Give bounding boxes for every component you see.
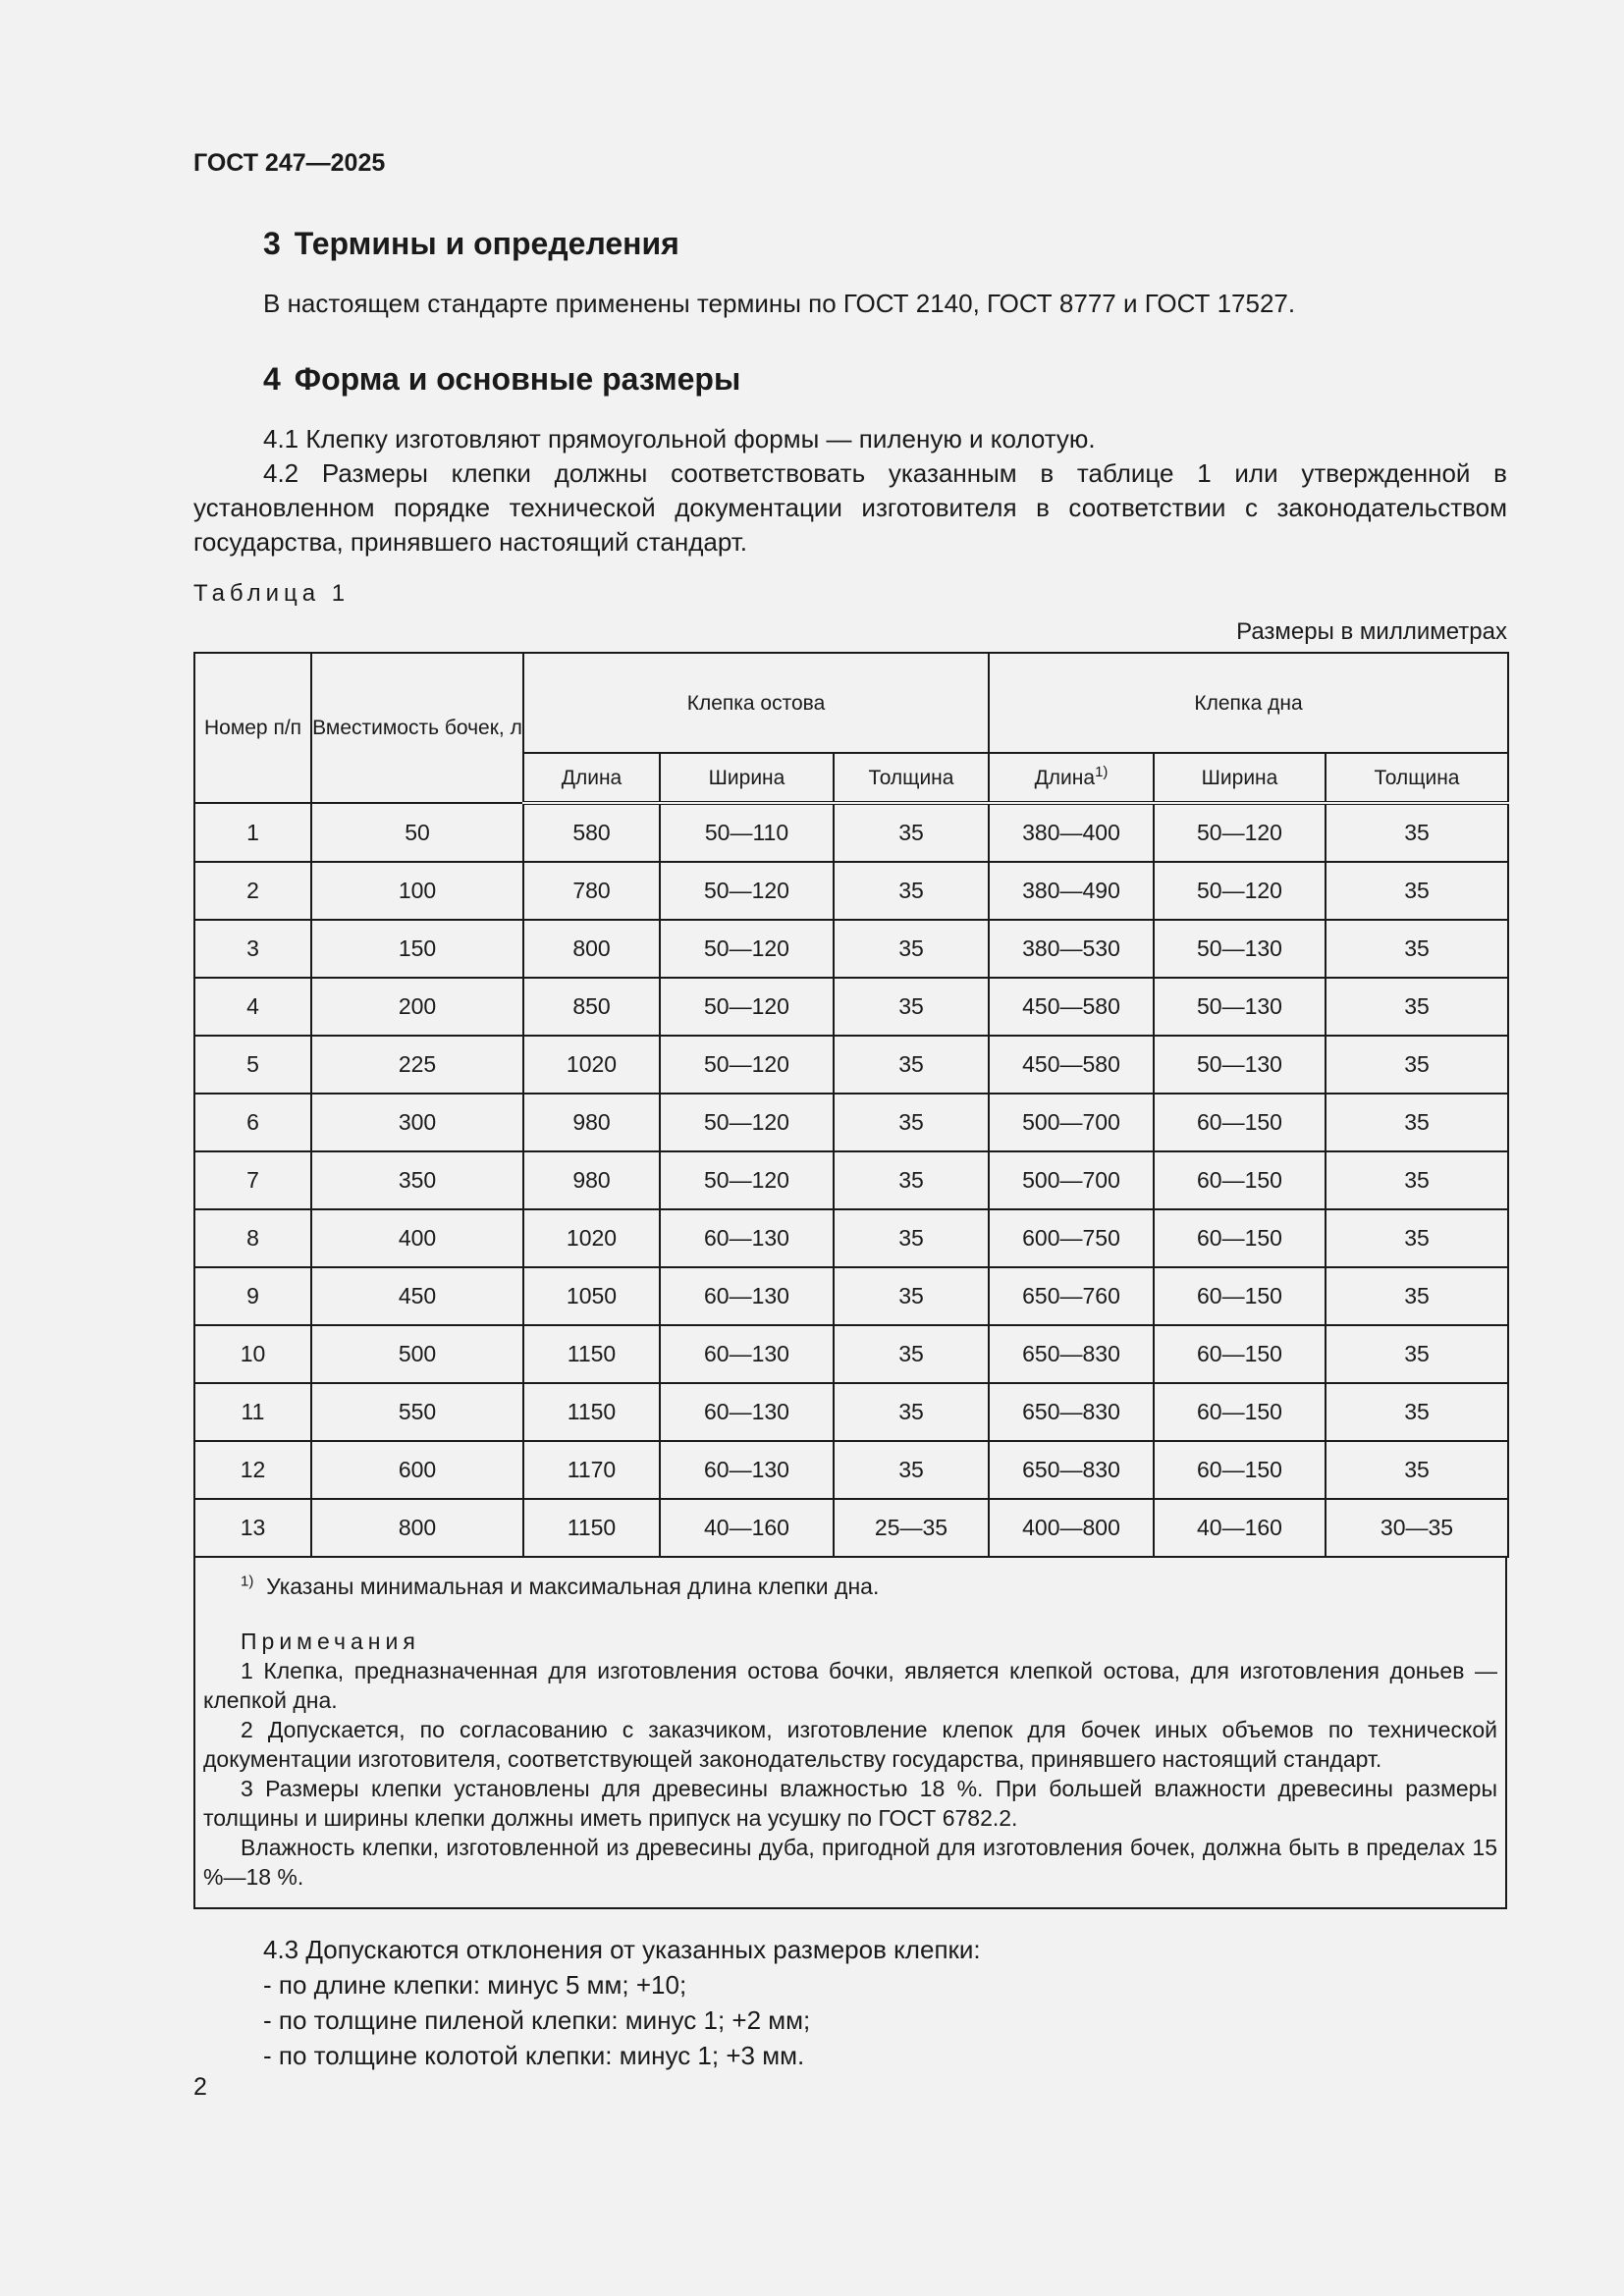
table-cell: 1 [194, 803, 311, 862]
notes-title: Примечания [241, 1629, 420, 1654]
table-cell: 50—130 [1154, 920, 1326, 978]
section-4-heading [263, 361, 740, 398]
footnote-mark: 1) [241, 1573, 254, 1590]
footnote-text: Указаны минимальная и максимальная длина клепки дна. [266, 1574, 880, 1599]
table-cell: 50—130 [1154, 978, 1326, 1036]
table-cell: 35 [834, 803, 989, 862]
table-cell: 50—130 [1154, 1036, 1326, 1094]
header-capacity: Вместимость бочек, л [311, 653, 523, 803]
table-cell: 35 [834, 1036, 989, 1094]
table-cell: 600—750 [989, 1209, 1154, 1267]
header-stave-thickness: Толщина [834, 753, 989, 803]
section-3-number: 3 [263, 226, 281, 261]
table-cell: 60—150 [1154, 1383, 1326, 1441]
table-cell: 8 [194, 1209, 311, 1267]
table-cell: 980 [523, 1151, 660, 1209]
table-cell: 150 [311, 920, 523, 978]
header-stave-width: Ширина [660, 753, 834, 803]
table-cell: 450—580 [989, 978, 1154, 1036]
table-cell: 6 [194, 1094, 311, 1151]
table-cell: 400 [311, 1209, 523, 1267]
dimensions-table-container [193, 652, 1507, 1909]
note-2: 2 Допускается, по согласованию с заказчиком, изготовление клепок для бочек иных объемов по технической документации изготовителя, соответствующей законодательству государства, принявшего настоящий стандарт. [203, 1717, 1497, 1772]
table-cell: 10 [194, 1325, 311, 1383]
table-cell: 40—160 [660, 1499, 834, 1557]
header-stave-length: Длина [523, 753, 660, 803]
table-cell: 650—830 [989, 1383, 1154, 1441]
table-row [194, 1036, 1508, 1094]
table-row [194, 862, 1508, 920]
section-3-title: Термины и определения [294, 226, 679, 261]
header-bottom-length [989, 753, 1154, 803]
document-code: ГОСТ 247—2025 [193, 149, 386, 177]
table-cell: 35 [834, 1325, 989, 1383]
header-bottom-group: Клепка дна [989, 653, 1508, 753]
table-cell: 11 [194, 1383, 311, 1441]
deviation-item: - по длине клепки: минус 5 мм; +10; [263, 1970, 687, 2000]
table-cell: 1020 [523, 1209, 660, 1267]
table-cell: 50—120 [660, 1036, 834, 1094]
header-bottom-length-text: Длина [1034, 766, 1096, 789]
table-cell: 225 [311, 1036, 523, 1094]
table-cell: 1150 [523, 1499, 660, 1557]
table-cell: 60—150 [1154, 1441, 1326, 1499]
table-row [194, 1325, 1508, 1383]
table-cell: 35 [834, 1267, 989, 1325]
table-cell: 60—150 [1154, 1209, 1326, 1267]
table-cell: 500—700 [989, 1094, 1154, 1151]
deviation-item: - по толщине колотой клепки: минус 1; +3 мм. [263, 2041, 805, 2070]
table-cell: 60—130 [660, 1441, 834, 1499]
table-cell: 60—150 [1154, 1094, 1326, 1151]
page-number: 2 [193, 2073, 207, 2101]
table-cell: 550 [311, 1383, 523, 1441]
table-cell: 500—700 [989, 1151, 1154, 1209]
table-cell: 35 [834, 1151, 989, 1209]
table-cell: 60—150 [1154, 1151, 1326, 1209]
header-stave-group: Клепка остова [523, 653, 989, 753]
table-cell: 3 [194, 920, 311, 978]
footnote-mark: 1) [1095, 763, 1109, 780]
table-cell: 450—580 [989, 1036, 1154, 1094]
table-cell: 50—120 [1154, 862, 1326, 920]
table-cell: 35 [1326, 1441, 1508, 1499]
table-cell: 1170 [523, 1441, 660, 1499]
table-cell: 2 [194, 862, 311, 920]
table-cell: 5 [194, 1036, 311, 1094]
table-cell: 7 [194, 1151, 311, 1209]
table-cell: 400—800 [989, 1499, 1154, 1557]
table-cell: 60—150 [1154, 1267, 1326, 1325]
table-cell: 1150 [523, 1325, 660, 1383]
section-4-title: Форма и основные размеры [294, 361, 741, 397]
table-cell: 600 [311, 1441, 523, 1499]
dimensions-table [193, 652, 1509, 1558]
table-row [194, 978, 1508, 1036]
table-cell: 580 [523, 803, 660, 862]
table-cell: 50—120 [660, 1151, 834, 1209]
deviations-list [263, 1932, 981, 2073]
table-cell: 9 [194, 1267, 311, 1325]
table-cell: 12 [194, 1441, 311, 1499]
table-cell: 1020 [523, 1036, 660, 1094]
table-cell: 380—530 [989, 920, 1154, 978]
table-row [194, 1499, 1508, 1557]
table-row [194, 920, 1508, 978]
table-row [194, 1441, 1508, 1499]
table-cell: 35 [1326, 1094, 1508, 1151]
table-cell: 40—160 [1154, 1499, 1326, 1557]
footnote [203, 1572, 1497, 1601]
table-cell: 35 [1326, 803, 1508, 862]
header-bottom-thickness: Толщина [1326, 753, 1508, 803]
table-cell: 35 [1326, 1036, 1508, 1094]
table-cell: 35 [1326, 1383, 1508, 1441]
table-cell: 35 [1326, 1267, 1508, 1325]
table-cell: 4 [194, 978, 311, 1036]
table-row [194, 1094, 1508, 1151]
table-row [194, 1267, 1508, 1325]
table-cell: 35 [1326, 1325, 1508, 1383]
paragraph-4-1: 4.1 Клепку изготовляют прямоугольной формы — пиленую и колотую. [263, 424, 1096, 454]
header-number: Номер п/п [194, 653, 311, 803]
table-units: Размеры в миллиметрах [1236, 618, 1507, 645]
table-cell: 1150 [523, 1383, 660, 1441]
table-cell: 650—760 [989, 1267, 1154, 1325]
table-cell: 35 [1326, 1209, 1508, 1267]
table-cell: 35 [834, 978, 989, 1036]
table-cell: 35 [1326, 862, 1508, 920]
table-cell: 980 [523, 1094, 660, 1151]
table-cell: 380—490 [989, 862, 1154, 920]
table-cell: 100 [311, 862, 523, 920]
table-cell: 35 [834, 1383, 989, 1441]
table-cell: 380—400 [989, 803, 1154, 862]
table-cell: 35 [834, 920, 989, 978]
table-footnotes [193, 1558, 1507, 1909]
table-cell: 50—120 [660, 862, 834, 920]
table-cell: 50—120 [1154, 803, 1326, 862]
table-cell: 50—120 [660, 920, 834, 978]
table-cell: 800 [523, 920, 660, 978]
table-cell: 60—130 [660, 1325, 834, 1383]
section-4-number: 4 [263, 361, 281, 397]
table-cell: 500 [311, 1325, 523, 1383]
note-3: 3 Размеры клепки установлены для древесины влажностью 18 %. При большей влажности древесины размеры толщины и ширины клепки должны иметь припуск на усушку по ГОСТ 6782.2. [203, 1776, 1497, 1831]
table-cell: 60—150 [1154, 1325, 1326, 1383]
table-cell: 50—110 [660, 803, 834, 862]
paragraph-4-2: 4.2 Размеры клепки должны соответствовать указанным в таблице 1 или утвержденной в установленном порядке технической документации изготовителя в соответствии с законодательством государства, принявшего настоящий стандарт. [193, 458, 1507, 557]
table-cell: 25—35 [834, 1499, 989, 1557]
deviation-item: - по толщине пиленой клепки: минус 1; +2 мм; [263, 2005, 811, 2035]
table-cell: 35 [834, 1441, 989, 1499]
table-cell: 350 [311, 1151, 523, 1209]
table-caption: Таблица 1 [193, 580, 351, 607]
table-row [194, 1151, 1508, 1209]
table-row [194, 1209, 1508, 1267]
table-cell: 60—130 [660, 1267, 834, 1325]
table-cell: 800 [311, 1499, 523, 1557]
table-cell: 780 [523, 862, 660, 920]
table-cell: 35 [1326, 978, 1508, 1036]
table-cell: 35 [834, 862, 989, 920]
table-cell: 200 [311, 978, 523, 1036]
table-cell: 1050 [523, 1267, 660, 1325]
table-cell: 35 [834, 1094, 989, 1151]
table-cell: 650—830 [989, 1325, 1154, 1383]
paragraph-4-3: 4.3 Допускаются отклонения от указанных размеров клепки: [263, 1935, 981, 1964]
table-cell: 50—120 [660, 978, 834, 1036]
section-3-text: В настоящем стандарте применены термины по ГОСТ 2140, ГОСТ 8777 и ГОСТ 17527. [263, 289, 1296, 318]
section-3-heading [263, 226, 679, 262]
note-1: 1 Клепка, предназначенная для изготовления остова бочки, является клепкой остова, для изготовления доньев — клепкой дна. [203, 1658, 1497, 1713]
header-bottom-width: Ширина [1154, 753, 1326, 803]
note-moisture: Влажность клепки, изготовленной из древесины дуба, пригодной для изготовления бочек, должна быть в пределах 15 %—18 %. [203, 1835, 1497, 1890]
table-row [194, 1383, 1508, 1441]
table-cell: 35 [834, 1209, 989, 1267]
table-cell: 35 [1326, 1151, 1508, 1209]
table-cell: 50 [311, 803, 523, 862]
table-cell: 35 [1326, 920, 1508, 978]
table-cell: 60—130 [660, 1209, 834, 1267]
table-row [194, 803, 1508, 862]
table-cell: 300 [311, 1094, 523, 1151]
table-cell: 60—130 [660, 1383, 834, 1441]
table-cell: 450 [311, 1267, 523, 1325]
table-cell: 50—120 [660, 1094, 834, 1151]
table-cell: 850 [523, 978, 660, 1036]
table-cell: 13 [194, 1499, 311, 1557]
table-cell: 650—830 [989, 1441, 1154, 1499]
table-cell: 30—35 [1326, 1499, 1508, 1557]
